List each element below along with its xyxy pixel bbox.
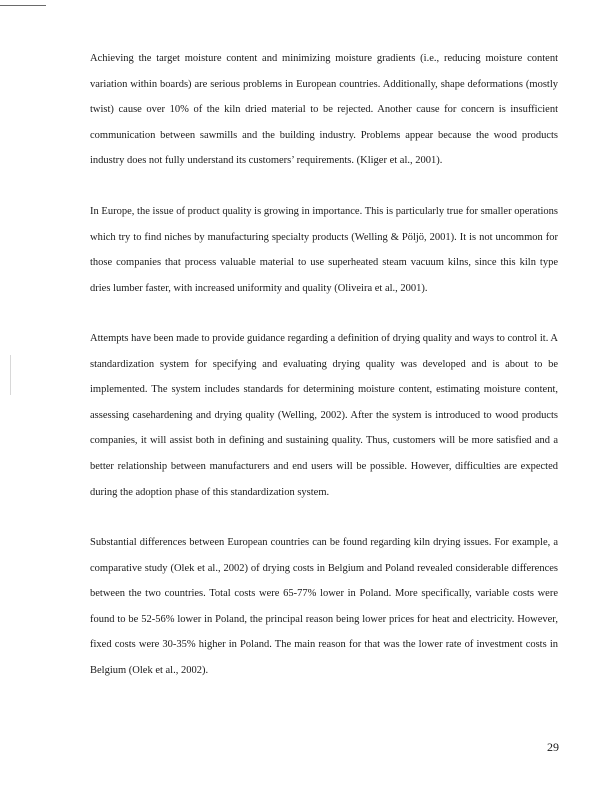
paragraph-moisture-gradients: Achieving the target moisture content and minimizing moisture gradients (i.e., reducing moisture content variation within boards) are serious problems in European countries. Additionally, shape deformations (mostly twist) cause over 10% of the kiln dried material to be rejected. Another cause for concern is insufficient communication between sawmills and the building industry. Problems appear because the wood products industry does not fully understand its customers’ requirements. (Kliger et al., 2001). — [90, 53, 558, 167]
paragraph-cost-comparison: Substantial differences between European countries can be found regarding kiln drying issues. For example, a comparative study (Olek et al., 2002) of drying costs in Belgium and Poland revealed considerable differences between the two countries. Total costs were 65-77% lower in Poland. More specifically, variable costs were found to be 52-56% lower in Poland, the principal reason being lower prices for heat and electricity. However, fixed costs were 30-35% higher in Poland. The main reason for that was the lower rate of investment costs in Belgium (Olek et al., 2002). — [90, 537, 558, 676]
paragraph-product-quality: In Europe, the issue of product quality is growing in importance. This is particularly true for smaller operations which try to find niches by manufacturing specialty products (Welling & Pöljö, 2001). It is not uncommon for those companies that process valuable material to use superheated steam vacuum kilns, since this kiln type dries lumber faster, with increased uniformity and quality (Oliveira et al., 2001). — [90, 206, 558, 294]
scan-artifact-mark — [10, 355, 11, 395]
corner-rule — [0, 5, 46, 6]
page-number: 29 — [547, 740, 559, 754]
paragraph-standardization: Attempts have been made to provide guidance regarding a definition of drying quality and ways to control it. A standardization system for specifying and evaluating drying quality was developed and is about to be implemented. The system includes standards for determining moisture content, estimating moisture content, assessing casehardening and drying quality (Welling, 2002). After the system is introduced to wood products companies, it will assist both in defining and sustaining quality. Thus, customers will be more satisfied and a better relationship between manufacturers and end users will be possible. However, difficulties are expected during the adoption phase of this standardization system. — [90, 333, 558, 498]
